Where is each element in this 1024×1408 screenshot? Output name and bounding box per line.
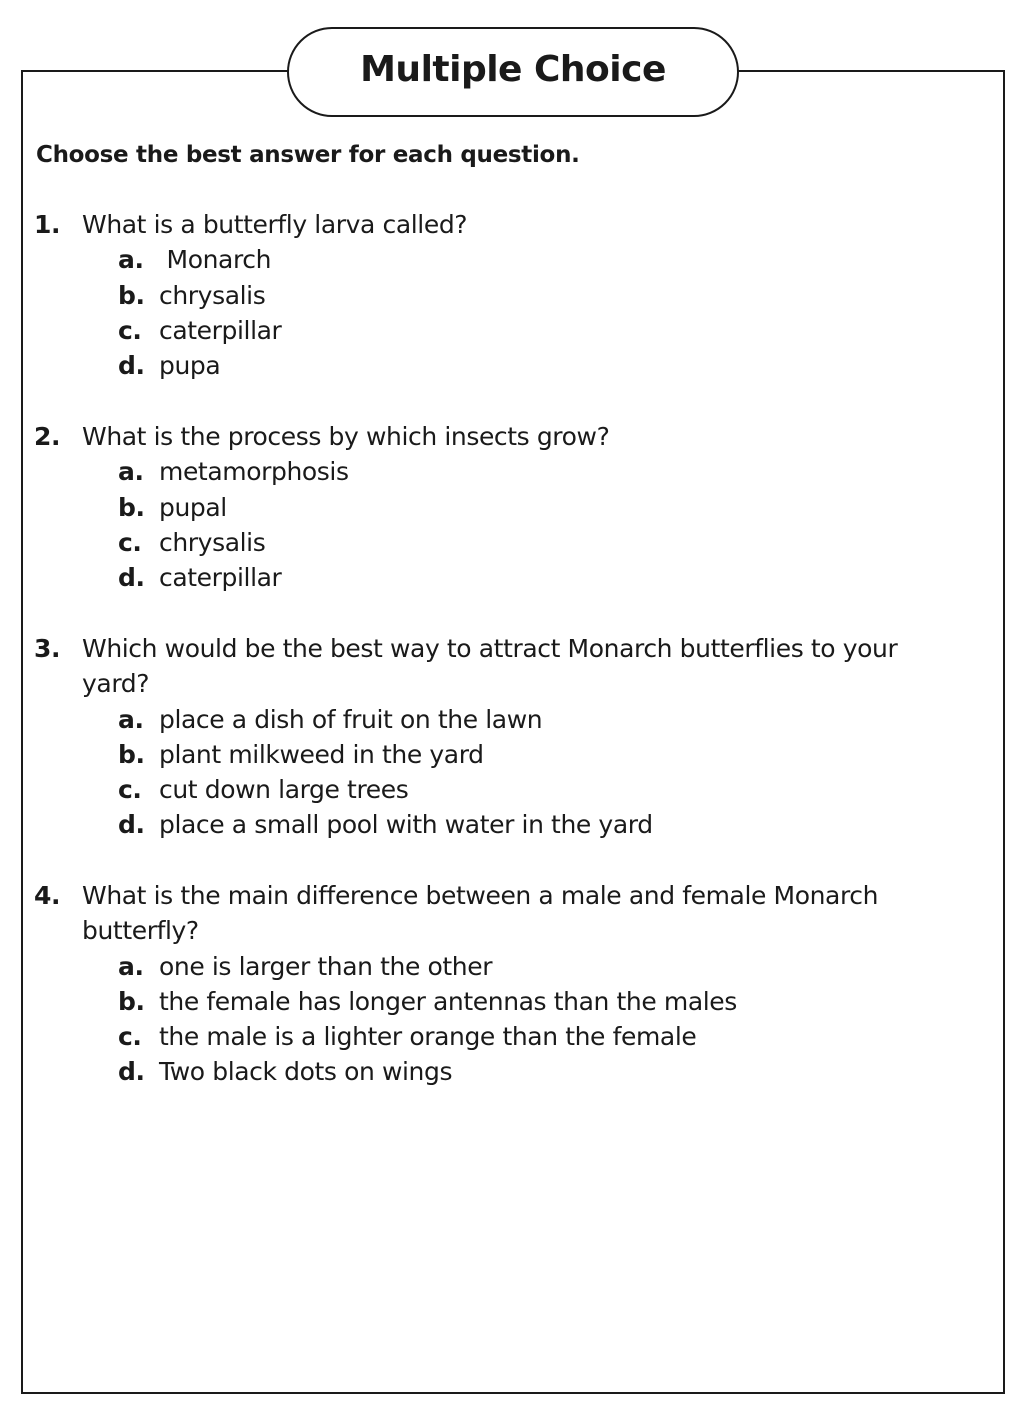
option-letter: a. <box>118 704 144 734</box>
answer-option-b[interactable] <box>118 278 964 313</box>
option-text: pupal <box>159 492 227 522</box>
answer-option-d[interactable] <box>118 560 964 595</box>
answer-option-b[interactable] <box>118 737 964 772</box>
option-letter: c. <box>118 527 142 557</box>
answer-option-d[interactable] <box>118 1054 964 1089</box>
answer-option-a[interactable] <box>118 702 964 737</box>
option-text: cut down large trees <box>159 775 409 805</box>
question-number: 4. <box>34 881 61 910</box>
question-2 <box>34 419 964 595</box>
option-text: caterpillar <box>159 563 282 593</box>
question-stem <box>34 631 964 702</box>
answer-option-c[interactable] <box>118 525 964 560</box>
option-letter: c. <box>118 775 142 805</box>
question-stem <box>34 207 964 242</box>
option-letter: b. <box>118 492 145 522</box>
answer-option-b[interactable] <box>118 984 964 1019</box>
answer-option-b[interactable] <box>118 490 964 525</box>
option-text: the male is a lighter orange than the female <box>159 1022 697 1052</box>
option-letter: a. <box>118 245 144 275</box>
question-stem <box>34 878 964 949</box>
answer-option-a[interactable] <box>118 454 964 489</box>
question-number: 3. <box>34 634 61 663</box>
question-3 <box>34 631 964 843</box>
option-text: chrysalis <box>159 280 266 310</box>
answer-option-c[interactable] <box>118 1019 964 1054</box>
option-letter: d. <box>118 1057 145 1087</box>
option-letter: b. <box>118 739 145 769</box>
option-text: Monarch <box>159 245 272 275</box>
question-stem <box>34 419 964 454</box>
option-text: metamorphosis <box>159 457 349 487</box>
option-text: the female has longer antennas than the males <box>159 986 737 1016</box>
question-text: What is a butterfly larva called? <box>82 210 468 239</box>
answer-option-a[interactable] <box>118 949 964 984</box>
answer-option-d[interactable] <box>118 807 964 842</box>
answer-options <box>34 454 964 595</box>
option-letter: a. <box>118 951 144 981</box>
option-letter: a. <box>118 457 144 487</box>
option-text: place a small pool with water in the yard <box>159 810 653 840</box>
option-letter: b. <box>118 280 145 310</box>
answer-options <box>34 242 964 383</box>
question-4 <box>34 878 964 1090</box>
answer-option-c[interactable] <box>118 313 964 348</box>
answer-options <box>34 702 964 843</box>
answer-option-c[interactable] <box>118 772 964 807</box>
answer-option-a[interactable] <box>118 242 964 277</box>
option-text: pupa <box>159 351 221 381</box>
question-1 <box>34 207 964 383</box>
question-text: What is the main difference between a male and female Monarch butterfly? <box>82 881 879 946</box>
option-text: one is larger than the other <box>159 951 493 981</box>
option-text: chrysalis <box>159 527 266 557</box>
option-letter: d. <box>118 810 145 840</box>
answer-option-d[interactable] <box>118 348 964 383</box>
worksheet-title: Multiple Choice <box>360 48 666 90</box>
option-text: plant milkweed in the yard <box>159 739 484 769</box>
option-letter: c. <box>118 315 142 345</box>
question-text: Which would be the best way to attract Monarch butterflies to your yard? <box>82 634 898 699</box>
question-number: 1. <box>34 210 61 239</box>
option-text: Two black dots on wings <box>159 1057 453 1087</box>
option-letter: d. <box>118 563 145 593</box>
answer-options <box>34 949 964 1090</box>
question-text: What is the process by which insects grow? <box>82 422 610 451</box>
option-letter: d. <box>118 351 145 381</box>
instructions: Choose the best answer for each question. <box>36 142 580 168</box>
title-banner <box>287 27 739 117</box>
option-letter: b. <box>118 986 145 1016</box>
option-text: place a dish of fruit on the lawn <box>159 704 543 734</box>
option-letter: c. <box>118 1022 142 1052</box>
option-text: caterpillar <box>159 315 282 345</box>
question-number: 2. <box>34 422 61 451</box>
